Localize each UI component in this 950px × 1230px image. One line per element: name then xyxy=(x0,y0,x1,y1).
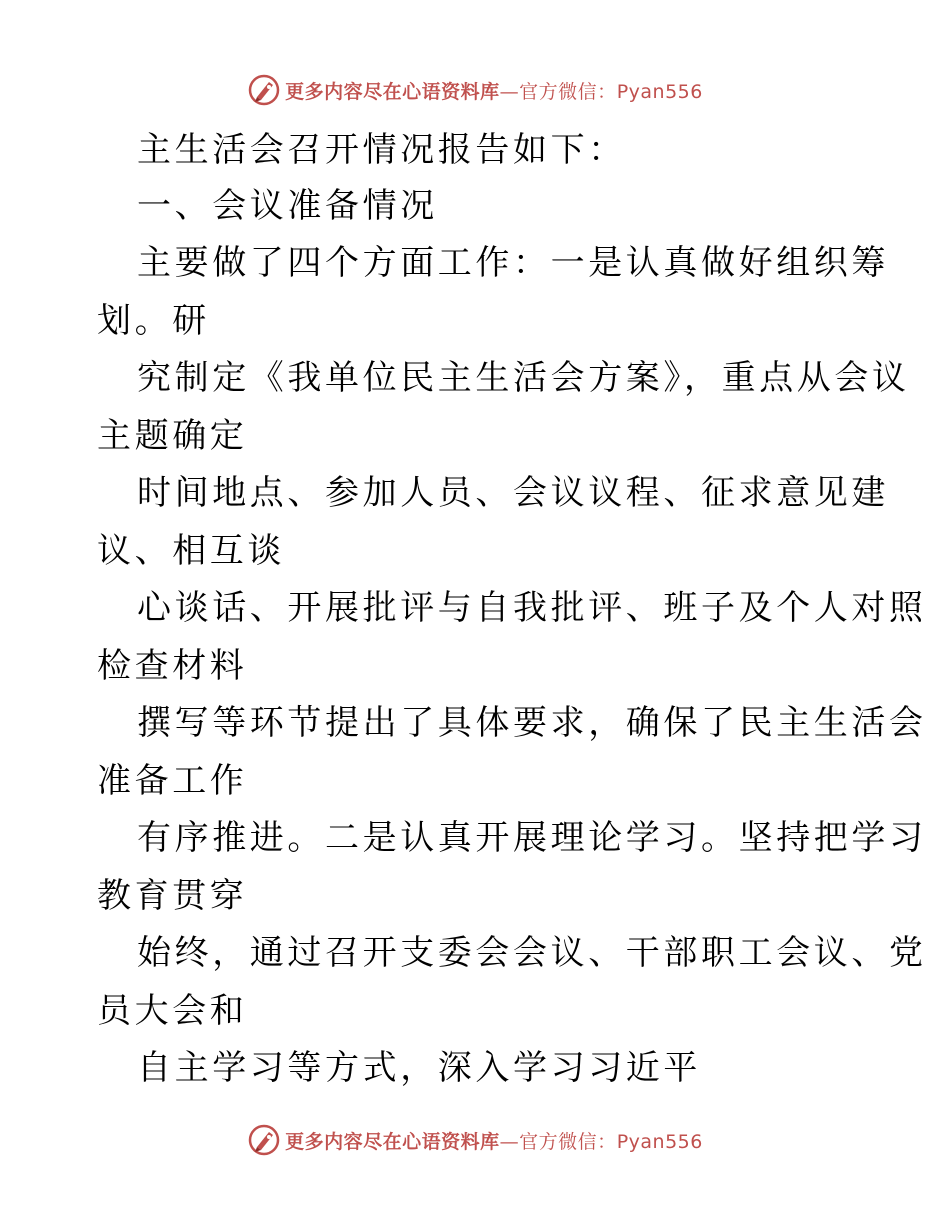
header-banner-text xyxy=(285,77,703,104)
paragraph-line: 有序推进。二是认真开展理论学习。坚持把学习 xyxy=(137,818,927,858)
paragraph-line: 时间地点、参加人员、会议议程、征求意见建 xyxy=(137,473,889,513)
footer-banner xyxy=(0,1120,950,1160)
pen-logo-icon xyxy=(247,1123,281,1157)
paragraph-line: 主题确定 xyxy=(97,416,248,456)
paragraph-line: 自主学习等方式，深入学习习近平 xyxy=(137,1048,701,1088)
paragraph-line: 议、相互谈 xyxy=(97,531,285,571)
footer-banner-wechat-id: Pyan556 xyxy=(616,1130,703,1153)
paragraph-line: 究制定《我单位民主生活会方案》，重点从会议 xyxy=(137,358,910,398)
paragraph-line: 检查材料 xyxy=(97,646,248,686)
header-banner-wechat-label: 官方微信： xyxy=(519,80,617,103)
paragraph-line: 员大会和 xyxy=(97,991,248,1031)
footer-banner-wechat-label: 官方微信： xyxy=(519,1130,617,1153)
paragraph-line: 始终，通过召开支委会会议、干部职工会议、党 xyxy=(137,933,927,973)
paragraph-line: 主要做了四个方面工作：一是认真做好组织筹 xyxy=(137,243,889,283)
header-banner-wechat-id: Pyan556 xyxy=(616,80,703,103)
paragraph-line: 准备工作 xyxy=(97,761,248,801)
footer-banner-main: 更多内容尽在心语资料库 xyxy=(285,1130,500,1153)
pen-logo-icon xyxy=(247,73,281,107)
footer-banner-dash: — xyxy=(499,1130,520,1153)
paragraph-line: 主生活会召开情况报告如下： xyxy=(137,130,626,170)
paragraph-line: 划。研 xyxy=(97,301,210,341)
footer-banner-text xyxy=(285,1127,703,1154)
paragraph-line: 心谈话、开展批评与自我批评、班子及个人对照 xyxy=(137,588,927,628)
paragraph-line: 教育贯穿 xyxy=(97,876,248,916)
section-heading: 一、会议准备情况 xyxy=(137,186,438,226)
header-banner-main: 更多内容尽在心语资料库 xyxy=(285,80,500,103)
header-banner-dash: — xyxy=(499,80,520,103)
paragraph-line: 撰写等环节提出了具体要求，确保了民主生活会 xyxy=(137,703,927,743)
header-banner xyxy=(0,70,950,110)
